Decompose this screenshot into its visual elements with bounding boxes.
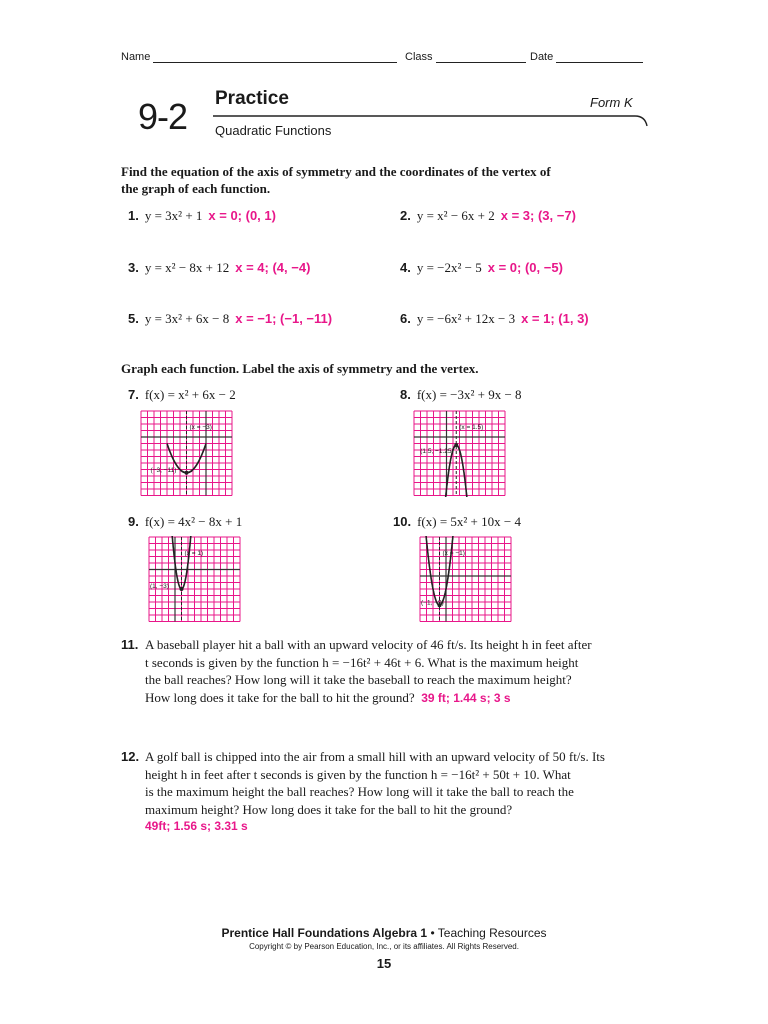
graph-grid bbox=[419, 536, 512, 623]
problem-8: 8. f(x) = −3x² + 9x − 8 bbox=[400, 387, 522, 402]
axis-label: (x = −3) bbox=[189, 424, 212, 431]
vertex-label: (1.5, −1.25) bbox=[420, 448, 454, 456]
axis-label: (x = −1) bbox=[442, 550, 465, 557]
section2-instructions: Graph each function. Label the axis of symmetry and the vertex. bbox=[121, 361, 479, 376]
graph-9 bbox=[148, 536, 241, 628]
name-line[interactable] bbox=[153, 52, 397, 63]
graph-8 bbox=[413, 410, 506, 502]
class-label: Class bbox=[405, 51, 433, 63]
date-label: Date bbox=[530, 51, 554, 63]
answer-12: 49ft; 1.56 s; 3.31 s bbox=[145, 819, 248, 833]
section1-instructions: Find the equation of the axis of symmetry and the coordinates of the vertex of the graph of each function. bbox=[121, 164, 551, 196]
footer-book: Prentice Hall Foundations Algebra 1 • Teaching Resources bbox=[221, 926, 547, 940]
graph-grid bbox=[413, 410, 506, 497]
vertex-label: (−1, −9) bbox=[421, 599, 444, 607]
page-subtitle: Quadratic Functions bbox=[215, 123, 332, 138]
page-number: 15 bbox=[376, 956, 392, 971]
vertex-label: (−3, −11) bbox=[150, 466, 177, 474]
problem-7: 7. f(x) = x² + 6x − 2 bbox=[128, 387, 236, 402]
word-problem-12: 12. A golf ball is chipped into the air from a small hill with an upward velocity of 50 ft/s. Its height h in feet after t seconds is given by the function h = −16t² + 50t + 10. What is the maximum height the ball reaches? How long will it take the ball to reach the maximum height? How long does it take for the ball to hit the ground? 49ft; 1.56 s; 3.31 s bbox=[145, 748, 645, 836]
problem-6: 6. y = −6x² + 12x − 3 x = 1; (1, 3) bbox=[400, 311, 589, 326]
problem-9: 9. f(x) = 4x² − 8x + 1 bbox=[128, 514, 243, 529]
footer-copyright: Copyright © by Pearson Education, Inc., or its affiliates. All Rights Reserved. bbox=[249, 942, 519, 951]
graph-10 bbox=[419, 536, 512, 628]
axis-label: (x = 1.5) bbox=[459, 424, 484, 431]
class-field bbox=[405, 51, 526, 63]
problem-10: 10. f(x) = 5x² + 10x − 4 bbox=[393, 514, 521, 529]
vertex-label: (1, −3) bbox=[150, 583, 169, 590]
vertex-point bbox=[185, 471, 189, 475]
date-field bbox=[530, 51, 643, 63]
problem-4: 4. y = −2x² − 5 x = 0; (0, −5) bbox=[400, 260, 563, 275]
name-field bbox=[121, 51, 397, 63]
form-label: Form K bbox=[590, 95, 633, 110]
vertex-point bbox=[454, 443, 458, 447]
problem-2: 2. y = x² − 6x + 2 x = 3; (3, −7) bbox=[400, 208, 576, 223]
page-title: Practice bbox=[215, 88, 289, 109]
class-line[interactable] bbox=[436, 52, 526, 63]
graph-grid bbox=[140, 410, 233, 497]
answer-11: 39 ft; 1.44 s; 3 s bbox=[421, 690, 511, 705]
date-line[interactable] bbox=[556, 52, 643, 63]
axis-label: (x = 1) bbox=[184, 550, 204, 557]
problem-3: 3. y = x² − 8x + 12 x = 4; (4, −4) bbox=[128, 260, 311, 275]
graph-7 bbox=[140, 410, 233, 502]
word-problem-11: 11. A baseball player hit a ball with an upward velocity of 46 ft/s. Its height h in feet after t seconds is given by the function h = −16t² + 46t + 6. What is the maximum height the ball reaches? How long will it take the baseball to reach the maximum height? How long does it take for the ball to hit the ground? 39 ft; 1.44 s; 3 s bbox=[121, 637, 592, 705]
graph-grid bbox=[148, 536, 241, 623]
name-label: Name bbox=[121, 51, 151, 63]
problem-1: 1. y = 3x² + 1 x = 0; (0, 1) bbox=[128, 208, 276, 223]
vertex-point bbox=[180, 587, 184, 591]
lesson-number: 9-2 bbox=[138, 96, 188, 137]
problem-5: 5. y = 3x² + 6x − 8 x = −1; (−1, −11) bbox=[128, 311, 333, 326]
